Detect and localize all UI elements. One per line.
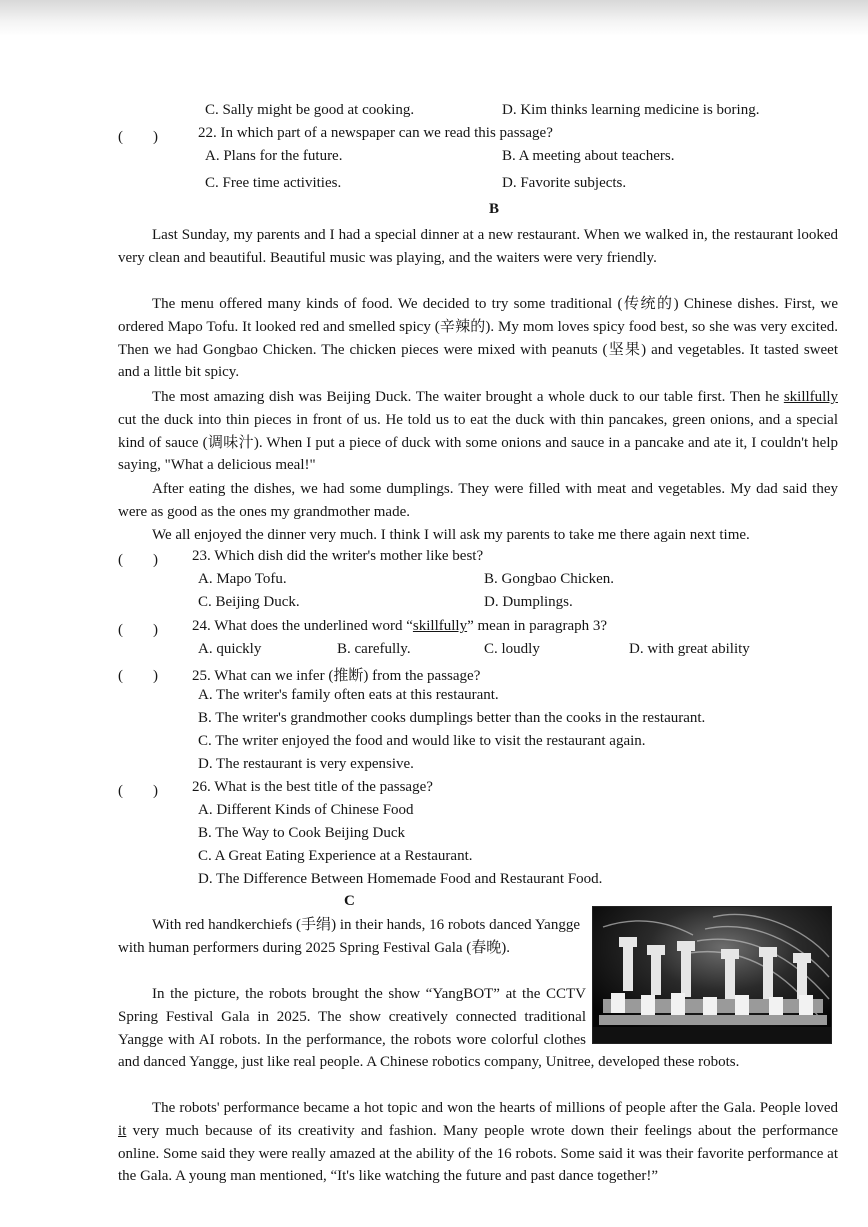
- paragraph-3-text-before: The robots' performance became a hot topic and won the hearts of millions of people after the Gala. People loved: [152, 1100, 838, 1116]
- q22-option-d: D. Favorite subjects.: [502, 175, 627, 191]
- robot-dance-photo: [592, 906, 832, 1044]
- q25-option-c: C. The writer enjoyed the food and would like to visit the restaurant again.: [198, 733, 646, 749]
- q23-option-d: D. Dumplings.: [484, 594, 573, 610]
- section-b-paragraph-1: Last Sunday, my parents and I had a special dinner at a new restaurant. When we walked in, the restaurant looked very clean and beautiful. Beautiful music was playing, and the waiters were very friendly.: [118, 227, 838, 266]
- q21-option-c: C. Sally might be good at cooking.: [205, 102, 415, 118]
- q26-option-b: B. The Way to Cook Beijing Duck: [198, 825, 405, 841]
- q22-answer-blank[interactable]: ( ): [118, 129, 158, 145]
- q24-option-b: B. carefully.: [337, 641, 411, 657]
- q26-option-d: D. The Difference Between Homemade Food and Restaurant Food.: [198, 871, 603, 887]
- q23-option-c: C. Beijing Duck.: [198, 594, 300, 610]
- section-c-paragraph-2-text: In the picture, the robots brought the show “YangBOT” at the CCTV Spring Festival Gala in 2025. The show creatively connected traditional Yangge with AI robots. In the performance, the robots wore colorful clothes and danced Yangge, just like real people. A Chinese robotics company, Unitree, developed these robots.: [118, 986, 740, 1071]
- section-c-paragraph-3: [118, 1097, 838, 1188]
- q24-underlined-word: skillfully: [412, 618, 468, 634]
- q23-option-a: A. Mapo Tofu.: [198, 571, 287, 587]
- section-b-paragraph-2: The menu offered many kinds of food. We decided to try some traditional (传统的) Chinese dishes. First, we ordered Mapo Tofu. It looked red and smelled spicy (辛辣的). My mom loves spicy food best, so she was very excited. Then we had Gongbao Chicken. The chicken pieces were mixed with peanuts (坚果) and vegetables. It tasted sweet and a little bit spicy.: [118, 296, 838, 381]
- q26-answer-blank[interactable]: ( ): [118, 783, 158, 799]
- q25-answer-blank[interactable]: ( ): [118, 668, 158, 684]
- section-c-heading: C: [344, 893, 355, 909]
- q26-option-a: A. Different Kinds of Chinese Food: [198, 802, 414, 818]
- underlined-word-it: it: [118, 1122, 127, 1139]
- section-b-paragraph-4: After eating the dishes, we had some dumplings. They were filled with meat and vegetables. My dad said they were as good as the ones my grandmother made.: [118, 481, 838, 520]
- q24-answer-blank[interactable]: ( ): [118, 622, 158, 638]
- underlined-word-skillfully: skillfully: [783, 389, 838, 405]
- q22-option-c: C. Free time activities.: [205, 175, 342, 191]
- q24-stem-before: 24. What does the underlined word “: [192, 618, 413, 634]
- q25-option-d: D. The restaurant is very expensive.: [198, 756, 414, 772]
- q22-option-b: B. A meeting about teachers.: [502, 148, 675, 164]
- paragraph-3-text-after: very much because of its creativity and fashion. Many people wrote down their feelings about the performance online. Some said they were really amazed at the ability of the 16 robots. Some said it was their favorite performance at the Gala. A young man mentioned, “It's like watching the future and past dance together!”: [118, 1122, 838, 1185]
- q24-stem: [192, 618, 607, 635]
- q25-option-a: A. The writer's family often eats at this restaurant.: [198, 687, 499, 703]
- paragraph-3-text-after: cut the duck into thin pieces in front of us. He told us to eat the duck with thin pancakes, green onions, and a special kind of sauce (调味汁). When I put a piece of duck with some onions and sauce in a pancake and ate it, I couldn't help saying, "What a delicious meal!": [118, 411, 838, 474]
- paragraph-3-text-before: The most amazing dish was Beijing Duck. The waiter brought a whole duck to our table first. Then he: [152, 389, 784, 405]
- section-c-paragraph-1: With red handkerchiefs (手绢) in their hands, 16 robots danced Yangge with human performers during 2025 Spring Festival Gala (春晚).: [118, 917, 580, 956]
- section-b-paragraph-3: [118, 386, 838, 477]
- q22-stem: 22. In which part of a newspaper can we read this passage?: [198, 125, 553, 141]
- q25-option-b: B. The writer's grandmother cooks dumplings better than the cooks in the restaurant.: [198, 710, 706, 726]
- q23-option-b: B. Gongbao Chicken.: [484, 571, 614, 587]
- q24-stem-after: ” mean in paragraph 3?: [467, 618, 608, 634]
- robot-dance-photo-illustration: [593, 907, 831, 1043]
- q24-option-d: D. with great ability: [629, 641, 750, 657]
- q22-option-a: A. Plans for the future.: [205, 148, 343, 164]
- section-b-heading: B: [489, 201, 500, 217]
- q25-stem: 25. What can we infer (推断) from the passage?: [192, 668, 481, 684]
- q21-option-d: D. Kim thinks learning medicine is boring.: [502, 102, 760, 118]
- section-b-paragraph-5: We all enjoyed the dinner very much. I think I will ask my parents to take me there again next time.: [152, 527, 750, 543]
- q23-answer-blank[interactable]: ( ): [118, 552, 158, 568]
- scan-top-shadow: [0, 0, 868, 36]
- q24-option-c: C. loudly: [484, 641, 540, 657]
- q23-stem: 23. Which dish did the writer's mother like best?: [192, 548, 484, 564]
- q24-option-a: A. quickly: [198, 641, 262, 657]
- q26-stem: 26. What is the best title of the passage?: [192, 779, 433, 795]
- q26-option-c: C. A Great Eating Experience at a Restaurant.: [198, 848, 473, 864]
